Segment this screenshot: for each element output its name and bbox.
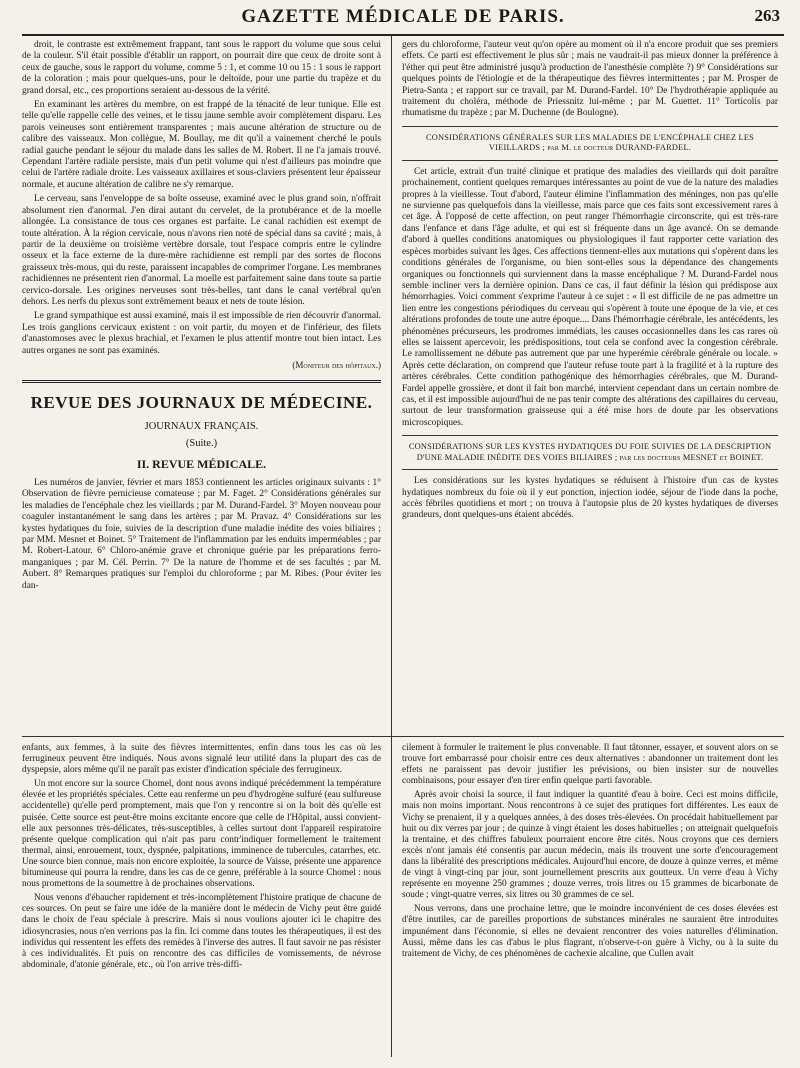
bottom-left-column xyxy=(22,737,392,1057)
paragraph: Nous verrons, dans une prochaine lettre, que le moindre inconvénient de ces doses élevées est d'être inutiles, car de pareilles proportions de substances minérales ne sauraient être introduites impunément dans l'économie, si elles ne devaient rencontrer des voies naturelles d'élimination. Aussi, même dans les cas d'abus le plus flagrant, n'observe-t-on guère à Vichy, ou à la suite du traitement de Vichy, de ces phénomènes de cachexie alcaline, que Cullen avait xyxy=(402,904,778,959)
bottom-section xyxy=(22,737,784,1057)
rule xyxy=(402,126,778,127)
paragraph: Le cerveau, sans l'enveloppe de sa boîte osseuse, examiné avec le plus grand soin, n'offrait absolument rien d'anormal. J'en dirai autant du cervelet, de la protubérance et de la moelle allongée. La consistance de tous ces organes est parfaite. Le canal rachidien est exempt de toute altération. À la région cervicale, nous n'avons rien noté de spécial dans sa cavité ; mais, à partir de la deuxième ou troisième vertèbre dorsale, tout l'espace compris entre le cylindre osseux et la face externe de la dure-mère rachidienne est rempli par des sortes de flocons graisseux très-mous, qui du reste, paraissent incapables de comprimer l'organe. Les membranes rachidiennes ne présentent rien d'anormal. La moelle est parfaitement saine dans toute sa partie cervico-dorsale. Les origines nerveuses sont très-belles, tant dans le canal vertébral qu'en dehors. Les nerfs du plexus sont extrêmement beaux et nets de toute lésion. xyxy=(22,194,381,307)
right-column xyxy=(392,36,778,736)
paragraph: Après avoir choisi la source, il faut indiquer la quantité d'eau à boire. Ceci est moins difficile, mais non moins important. Nous rencontrons à ce sujet des pratiques fort différentes. Les eaux de Vichy se prenaient, il y a quelques années, à des doses très-élevées. On procédait habituellement par huit ou dix verres par jour ; de quinze à vingt étaient les doses habituelles ; on atteignait quelquefois la trentaine, et des chiffres fabuleux pourraient encore être cités. Nous croyons que ces derniers excès n'ont jamais été consentis par aucun médecin, mais ils trouvent une sorte d'encouragement dans la libéralité des prescriptions médicales. Aujourd'hui encore, de douze à quinze verres, et même de vingt à vingt-cinq par jour, sont journellement prescrits aux goutteux. Un verre d'eau à Vichy représente en moyenne 250 grammes ; douze verres, trois litres ou 15 grammes de bicarbonate de soude ; vingt-quatre verres, six litres ou 30 grammes de ce sel. xyxy=(402,790,778,901)
rule xyxy=(402,469,778,470)
paragraph: gers du chloroforme, l'auteur veut qu'on opère au moment où il n'a encore produit que ses premiers effets. Ce parti est effectivement le plus sûr ; mais ne vaudrait-il pas mieux donner la préférence à l'éther qui peut être administré jusqu'à production de l'anesthésie complète ?) 9° Considérations sur quelques points de l'étiologie et de la thérapeutique des fièvres intermittentes ; par M. Prosper de Pietra-Santa ; et rapport sur ce travail, par M. Durand-Fardel. 10° De l'hydrothérapie appliquée au traitement du choléra, méthode de Priessnitz lui-même ; par M. Guettet. 11° Torticolis par rhumatisme du trapèze ; par M. Duchenne (de Boulogne). xyxy=(402,40,778,119)
revue-subtitle: JOURNAUX FRANÇAIS. xyxy=(144,420,259,432)
paragraph: cilement à formuler le traitement le plus convenable. Il faut tâtonner, essayer, et souvent alors on se trouve fort embarrassé pour choisir entre ces deux alternatives : abandonner un traitement dont les effets ne paraissent pas devoir justifier les prévisions, ou bien insister sur de nouvelles combinaisons, pour essayer d'en tirer enfin quelque parti favorable. xyxy=(402,743,778,787)
section-heading: CONSIDÉRATIONS GÉNÉRALES SUR LES MALADIES DE L'ENCÉPHALE CHEZ LES VIEILLARDS ; par M. le docteur DURAND-FARDEL. xyxy=(425,132,755,153)
rule xyxy=(402,435,778,436)
page-header xyxy=(22,0,784,36)
section-title: II. REVUE MÉDICALE. xyxy=(136,456,267,471)
section-heading: CONSIDÉRATIONS SUR LES KYSTES HYDATIQUES DU FOIE SUIVIES DE LA DESCRIPTION D'UNE MALADIE INÉDITE DES VOIES BILIAIRES ; par les docteurs MESNET et BOINET. xyxy=(408,442,772,462)
top-section xyxy=(22,36,784,737)
paragraph: Les considérations sur les kystes hydatiques se réduisent à l'histoire d'un cas de kystes hydatiques nombreux du foie où il y eut ponction, injection iodée, séjour de l'iode dans la poche, accès fébriles quotidiens et mort ; on trouva à l'autopsie plus de 20 kystes hydatiques de diverses grandeurs, dont quelques-uns étaient abcédés. xyxy=(402,476,778,521)
paragraph: Les numéros de janvier, février et mars 1853 contiennent les articles originaux suivants : 1° Observation de fièvre pernicieuse comateuse ; par M. Faget. 2° Considérations générales sur les maladies de l'encéphale chez les vieillards ; par M. Durand-Fardel. 3° Moyen nouveau pour coaguler instantanément le sang dans les artères ; par M. Pravaz. 4° Considérations sur les kystes hydatiques du foie, suivies de la description d'une maladie inédite des voies biliaires ; par MM. Mesnet et Boinet. 5° Traitement de l'inflammation par les enduits imperméables ; par M. Robert-Latour. 6° Chloro-anémie grave et chronique guérie par les préparations ferro-manganiques ; par M. Cél. Perrin. 7° De la nature de l'homme et de ses facultés ; par M. Aubert. 8° Remarques pratiques sur l'emploi du chloroforme ; par M. Ribes. (Pour éviter les dan- xyxy=(22,477,381,591)
paragraph: Cet article, extrait d'un traité clinique et pratique des maladies des vieillards qui doit paraître prochainement, contient quelques remarques intéressantes au point de vue de la nature des maladies propres à la vieillesse. Tout d'abord, l'auteur élimine l'inflammation des méninges, non pas qu'elle ne survienne pas quelquefois dans la vieillesse, mais parce que ces faits sont excessivement rares à cet âge. À l'opposé de cette affection, on peut ranger l'hémorrhagie circonscrite, qui est très-rare dans l'enfance et dans l'âge adulte, et qui est si fréquente dans un âge avancé. On se demande d'abord à quelles conditions anatomiques ou physiologiques il faut rapporter cette variation des espèces morbides suivant les âges. Ces affections tiennent-elles aux mutations qui s'opèrent dans les conditions générales de l'organisme, ou bien sont-elles sous la dépendance des changements organiques ou fonctionnels qui surviennent dans la masse encéphalique ? M. Durand-Fardel nous semble incliner vers la dernière opinion. Dans ce cas, il faut définir la lésion qui prédispose aux hémorrhagies. Voici comment s'exprime l'auteur à ce sujet : « Il est difficile de ne pas admettre un lien entre les congestions périodiques du cerveau qui s'opèrent à toute une époque de la vie, et ces altérations profondes de toute une autre époque.... Dans l'hémorrhagie cérébrale, les antécédents, les phénomènes précurseurs, les prodromes immédiats, les causes occasionnelles dans les cas rares où elles se laissent apercevoir, les prédispositions, tout cela se confond avec la congestion cérébrale. Le ramollissement ne débute pas autrement que par une hyperémie cérébrale générale ou locale. » Après cette déclaration, on comprend que l'auteur refuse toute part à la fragilité et à la rupture des artères cérébrales. Cette condition pathogénique des hémorrhagies cérébrales, que M. Durand-Fardel appelle grossière, et dont il fait bon marché, intervient cependant dans un certain nombre de cas, et il est impossible aujourd'hui de ne pas tenir compte des altérations des capillaires du cerveau, surtout de leur transformation graisseuse qui a été mise hors de doute par les observations microscopiques. xyxy=(402,166,778,428)
double-rule xyxy=(22,380,381,383)
page-number: 263 xyxy=(754,6,780,25)
revue-suite: (Suite.) xyxy=(185,437,218,449)
paragraph: Un mot encore sur la source Chomel, dont nous avons indiqué précédemment la température élevée et les propriétés spéciales. Cette eau renferme un peu d'hydrogène sulfuré (eau sulfureuse accidentelle) qu'elle perd promptement, mais que l'on y rencontre si on la boit dès qu'elle est puisée. Cette source est peut-être moins excitante encore que celle de l'Hôpital, aussi convient-elle aux personnes très-délicates, très-susceptibles, à celles surtout dont l'appareil respiratoire présente quelque complication qui n'ait pas paru contr'indiquer formellement le traitement thermal, ainsi, enrouement, toux, dyspnée, palpitations, imminence de tubercules, catarrhes, etc. Une source bien connue, mais non encore exploitée, la source de Vaisse, présente une apparence bitumineuse qui pourra la rendre, dans les cas de ce genre, préférable à la source Chomel : nous nous promettons de la soumettre à de prochaines observations. xyxy=(22,779,381,890)
paragraph: enfants, aux femmes, à la suite des fièvres intermittentes, enfin dans tous les cas où les ferrugineux peuvent être indiqués. Nous avons signalé leur utilité dans la plupart des cas de dyspepsie, alors même qu'il ne paraît pas exister d'indication spéciale des ferrugineux. xyxy=(22,743,381,776)
journal-title: GAZETTE MÉDICALE DE PARIS. xyxy=(241,6,565,27)
source-signature: (Moniteur des hôpitaux.) xyxy=(292,359,381,370)
paragraph: En examinant les artères du membre, on est frappé de la ténacité de leur tunique. Elle est telle qu'elle rappelle celle des veines, et le tissu jaune semble avoir complètement disparu. Les parois veineuses sont entièrement transparentes ; mais aucune altération de structure ou de calibre des vaisseaux. Mon collègue, M. Boullay, me dit qu'il a vainement cherché le pouls radial gauche pendant le séjour du malade dans les salles de M. Robert. Il ne l'a jamais trouvé. Cependant l'artère radiale persiste, mais d'un petit volume qui n'est d'ailleurs pas moindre que celui de l'artère radiale droite. Les vaisseaux axillaires et sous-claviers présentent leur épaisseur normale, et aucune altération de calibre ne s'y remarque. xyxy=(22,100,381,190)
paragraph: Le grand sympathique est aussi examiné, mais il est impossible de rien découvrir d'anormal. Les trois ganglions cervicaux existent : on voit partir, du moyen et de l'inférieur, des filets d'anastomoses avec le plexus brachial, et l'examen le plus attentif montre tout bien intact. Les autres organes ne sont pas examinés. xyxy=(22,311,381,356)
paragraph: droit, le contraste est extrêmement frappant, tant sous le rapport du volume que sous celui de la couleur. S'il était possible d'établir un rapport, on pourrait dire que ceux de droite sont à ceux de gauche, sous le rapport du volume, comme 5 : 1, et comme 10 ou 15 : 1 sous le rapport de la coloration ; mais pour quelques-uns, pour le deltoïde, pour une partie du trapèze et du grand dorsal, etc., ces proportions seraient au-dessous de la vérité. xyxy=(22,40,381,96)
revue-title: REVUE DES JOURNAUX DE MÉDECINE. xyxy=(30,392,373,412)
paragraph: Nous venons d'ébaucher rapidement et très-incomplètement l'histoire pratique de chacune de ces sources. On peut se faire une idée de la manière dont le médecin de Vichy peut être guidé dans le choix de l'eau spéciale à prescrire. Mais si nous voulions ajouter ici le chapitre des idiosyncrasies, nous n'en verrions pas la fin. Ici comme dans toutes les thérapeutiques, il est des individus qui ressentent les effets des remèdes à l'inverse des autres. Il faut savoir ne pas résister à ces individualités. Et puis on rencontre des cas difficiles de vomissements, de névrose abdominale, d'atonie générale, etc., où l'on arrive très-diffi- xyxy=(22,893,381,970)
left-column xyxy=(22,36,392,736)
rule xyxy=(402,160,778,161)
bottom-right-column xyxy=(392,737,778,1057)
